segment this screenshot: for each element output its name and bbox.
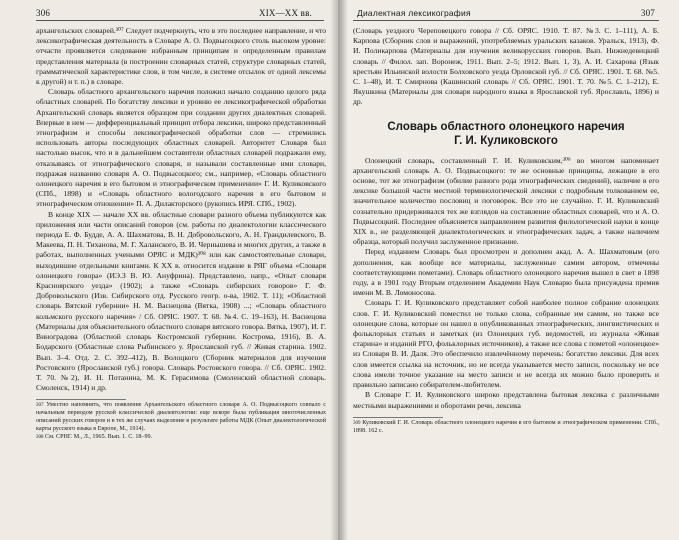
footnote-text: Уместно напомнить, что появление Архангельского областного словаря А. О. Подвысоцкого совпало с начальным периодом русской классической диалектологии: еще вскоре была публикация многочисленных описаний русских говоров и в тех же случаях выделение в результате работы МДК (Опыт диалектологической карты русского языка в Европе, М., 1914).: [36, 402, 326, 432]
left-paragraph-2: Словарь областного архангельского наречия положил начало созданию целого ряда областных словарей. По богатству лексики и уровню ее лексикографической обработки Архангельский словарь является образцом при создании других диалектных словарей. Впервые в нем — дифференциальный принцип отбора лексики, широко представленный этнографизм и способы лексикографической обработки слов — стремились использовать авторы последующих областных словарей. Авторитет Словаря был настолько высок, что и в дальнейшем составители областных словарей подражали ему, отказываясь от этнографического словаря, и называли составленные ими словари, подражая названию словаря А. О. Подвысоцкого; см., например, «Словарь областного олонецкого наречия в его бытовом и этнографическом применении» Г. И. Куликовского (СПб., 1898) и «Словарь областного вологодского наречия в его бытовом и этнографическом отношении» П. А. Дилакторского (рукопись ИРЯ. СПб., 1902).: [36, 87, 326, 209]
footnote-number: 309: [353, 420, 361, 426]
footnote-number: 307: [36, 403, 44, 409]
page-number-left: 306: [36, 8, 51, 18]
section-title-line-2: Г. И. Куликовского: [454, 134, 558, 147]
right-paragraph-2: Перед изданием Словарь был просмотрен и дополнен акад. А. А. Шахматовым (его дополнения, как вообще все материалы, заслуженные самим автором, отмечены соответствующими пометами). Словарь областного олонецкого наречия вышел в свет в 1898 году, а в 1901 году Вторым отделением Академии Наук Словарю была присуждена премия имени М. В. Ломоносова.: [353, 247, 659, 298]
footnote-309: [353, 420, 659, 436]
footnote-308: [36, 434, 326, 442]
right-paragraph-1: Олонецкий словарь, составленный Г. И. Куликовским,³⁰⁹ во многом напоминает архангельский словарь А. О. Подвысоцкого: те же основные принципы, лежащие в его основе, тот же этнографизм (обилие разного рода этнографических сведений), наличие в его лексике большой части местной терминологической лексики с подробным толкованием ее, значительное количество пословиц и поговорок. Все это не случайно. Г. И. Куликовский сознательно придерживался тех же взглядов на составление областных словарей, что и А. О. Подвысоцкий. Последнее объясняется направлением развития филологической науки в конце XIX в., не разделяющей диалектологических и этнографических задач, а также наличием образца, который получил заслуженное признание.: [353, 155, 659, 247]
footnote-number: 308: [36, 434, 44, 440]
right-paragraph-4: В Словаре Г. И. Куликовского широко представлена бытовая лексика с различными местными выражениями и оборотами речи, лексика: [353, 390, 659, 410]
running-head-right: Диалектная лексикография: [357, 8, 471, 18]
page-number-right: 307: [640, 8, 655, 18]
left-paragraph-1: архангельских словарей.³⁰⁷ Следует подчеркнуть, что в это последнее направление, и что лексикографическая деятельность в Словаре А. О. Подвысоцкого столь высоком уровне: отчасти проявляется следование избранным принципам и определенным правилам представления материала (в построении словарных статей, структуре словарных статей, грамматической характеристике слов, в том числе, в системе отсылок от одной лексемы к другой) и т. п.) в словаре.: [36, 26, 326, 87]
right-top-paragraph: (Словарь уездного Череповецкого говора // Сб. ОРЯС. 1910. Т. 87. №3. С. 1–111), А. Б. Карпова (Сборник слов и выражений, употребляемых уральских казаков. Уральск, 1913), Ф. И. Поликарпова (Материалы для изучения великорусских говоров. Вып. Нижнедевицкий словарь // Филол. зап. Воронеж, 1911. Вып. 2–5; 1912. Вып. 1, 3), А. И. Сахарова (Язык крестьян Ильинской волости Болховского уезда Орловской губ. // Сб. ОРЯС. 1901. Т. 68. №5. С. 1–48), И. Т. Смирнова (Кашинский словарь // Сб. ОРЯС. 1901. Т. 70. №5. С. 1–212), Е. Якушкина (Материалы для словаря народного языка в Ярославской губ. Ярославль, 1896) и др.: [353, 26, 659, 107]
header-rule-right: [353, 20, 659, 21]
section-title-line-1: Словарь областного олонецкого наречия: [387, 120, 625, 133]
right-paragraph-3: Словарь Г. И. Куликовского представляет собой наиболее полное собрание олонецких слов. Г. И. Куликовский поместил не только слова, собранные им самим, но также все олонецкие слова, которые он нашел в опубликованных этнографических, лингвистических и фольклорных статьях и заметках (из Олонецких губ. ведомостей, из журнала «Живая старина» и изданий РГО, фольклорных источников), а также все слова с пометой «олонецкое» из Словаря В. И. Даля. Это обеспечило извлечённому перечень: богатство лексики. Для всех слов имеется ссылка на источник, но не всегда указывается место записи, поскольку не все слова имели точное указание на место записи и не всегда их можно было проверить и правильно записано собирателем-любителем.: [353, 298, 659, 390]
footnote-307: [36, 402, 326, 433]
footnote-text: Куликовский Г. И. Словарь областного олонецкого наречия в его бытовом и этнографическом применении. СПб., 1898. 162 с.: [353, 419, 659, 434]
section-title: [353, 120, 659, 148]
right-page: [339, 0, 679, 540]
footnote-text: См. СРНГ. М., Л., 1965. Вып. 1. С. 18–99.: [45, 433, 153, 440]
left-paragraph-3: В конце XIX — начале XX вв. областные словари разного объема публикуются как приложения или части описаний говоров (см. работы по диалектологии классического периода Е. Ф. Будде, А. А. Шахматова, В. Н. Добровольского, А. Н. Грандилевского, В. Макеева, П. Н. Тиханова, М. Г. Халанского, В. И. Чернышева и многих других, а также в работах, выполненных учеными ОРЯС и МДК)³⁰⁸ или как самостоятельные словари, выходившие отдельными книгами. К XX в. относится издание в РЯГ объема «Словаря олонецкого говора» (ИЭ.З В. Ю. Ануфрина). Представлено, напр., «Опыт словаря Красноярского уезда» (1902); а также «Словарь сибирских говоров» Г. Ф. Добровольского (Изв. Сибирского отд. Русского геогр. о-ва, 1902. Т. 11); «Областной словарь Вятской губернии» Н. М. Васнецова (Вятка, 1908) ...; «Словарь областного кольмского русского наречия» / Сб. ОРЯС. 1907. Т. 68. №4. С. 19–163), Н. Васнецова (Материалы для объяснительного областного словаря вятского говора. Вятка, 1907), И. Г. Виноградова (Областной словарь Костромской губернии. Кострома, 1916), В. А. Бодарского (Областные слова Рыбинского у. Ярославской губ. // Живая старина. 1902. Вып. 3–4. Отд. 2. С. 392–412), В. Волоцкого (Сборник материалов для изучения Ростовского (Ярославской губ.) говора. Словарь Ростовского говора. // Сб. ОРЯС. 1902. Т. 70. №2), И. Н. Потанина, М. К. Герасимова (Смоленский областной словарь. Смоленск, 1914) и др.: [36, 209, 326, 393]
header-rule-left: [36, 20, 324, 21]
left-page: [0, 0, 338, 540]
running-head-left: XIX—XX вв.: [259, 8, 312, 18]
